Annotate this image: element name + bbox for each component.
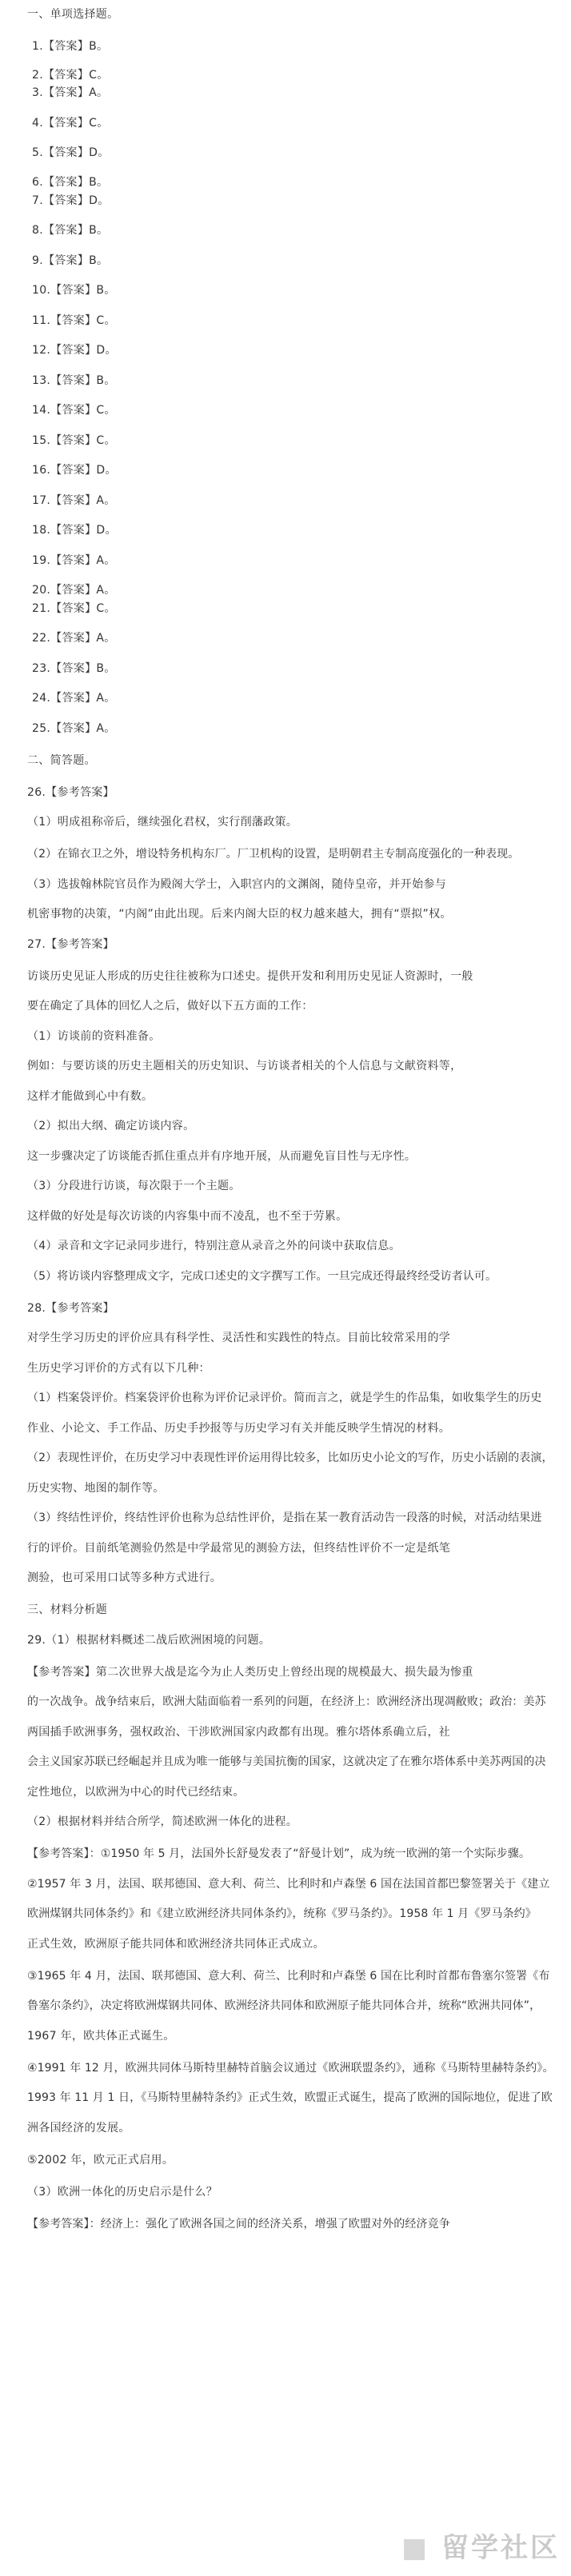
answer-item: 12.【答案】D。: [32, 344, 117, 357]
question-27-heading: 27.【参考答案】: [27, 938, 114, 951]
answer-item: 22.【答案】A。: [32, 632, 116, 645]
answer-item: 23.【答案】B。: [32, 662, 116, 675]
q29-subquestion-3: （3）欧洲一体化的历史启示是什么？: [27, 2186, 218, 2199]
q27-line: 要在确定了具体的回忆人之后，做好以下五方面的工作：: [27, 1000, 313, 1012]
answer-item: 13.【答案】B。: [32, 374, 116, 387]
q29-line: 1967 年，欧共体正式诞生。: [27, 2030, 175, 2043]
q29-line: ⑤2002 年，欧元正式启用。: [27, 2154, 174, 2167]
q29-line: 1993 年 11 月 1 日，《马斯特里赫特条约》正式生效，欧盟正式诞生，提高了欧洲的国际地位，促进了欧: [27, 2091, 553, 2104]
q26-point-1: （1）明成祖称帝后，继续强化君权，实行削藩政策。: [27, 816, 298, 829]
q29-line: 【参考答案】：经济上：强化了欧洲各国之间的经济关系，增强了欧盟对外的经济竞争: [27, 2218, 450, 2231]
q29-line: 正式生效，欧洲原子能共同体和欧洲经济共同体正式成立。: [27, 1938, 325, 1951]
q28-line: （2）表现性评价，在历史学习中表现性评价运用得比较多，比如历史小论文的写作，历史小话剧的表演，: [27, 1452, 553, 1464]
q27-line: 访谈历史见证人形成的历史往往被称为口述史。提供开发和利用历史见证人资源时，一般: [27, 970, 473, 983]
q29-line: 的一次战争。战争结束后，欧洲大陆面临着一系列的问题，在经济上：欧洲经济出现凋敝败；政治：美苏: [27, 1695, 546, 1708]
q29-line: 会主义国家苏联已经崛起并且成为唯一能够与美国抗衡的国家，这就决定了在雅尔塔体系中美苏两国的决: [27, 1755, 546, 1768]
q27-line: 这样才能做到心中有数。: [27, 1090, 154, 1103]
answer-item: 15.【答案】C。: [32, 434, 116, 447]
answer-item: 1.【答案】B。: [32, 40, 109, 53]
q29-line: 两国插手欧洲事务，强权政治、干涉欧洲国家内政都有出现。雅尔塔体系确立后，社: [27, 1726, 451, 1739]
q28-line: 行的评价。目前纸笔测验仍然是中学最常见的测验方法，但终结性评价不一定是纸笔: [27, 1542, 451, 1555]
answer-item: 14.【答案】C。: [32, 404, 116, 417]
q28-line: 对学生学习历史的评价应具有科学性、灵活性和实践性的特点。目前比较常采用的学: [27, 1332, 451, 1344]
q27-line: （1）访谈前的资料准备。: [27, 1030, 161, 1043]
answer-item: 10.【答案】B。: [32, 284, 116, 297]
answer-item: 21.【答案】C。: [32, 602, 116, 615]
section-title-single-choice: 一、单项选择题。: [27, 8, 119, 21]
answer-item: 19.【答案】A。: [32, 554, 116, 567]
q27-line: 这样做的好处是每次访谈的内容集中而不凌乱，也不至于劳累。: [27, 1210, 348, 1223]
q26-point-3: （3）选拔翰林院官员作为殿阁大学士，入职宫内的文渊阁，随侍皇帝，并开始参与: [27, 878, 447, 891]
q29-line: 定性地位，以欧洲为中心的时代已经结束。: [27, 1786, 245, 1799]
q29-line: 洲各国经济的发展。: [27, 2122, 130, 2135]
section-title-short-answer: 二、简答题。: [27, 754, 96, 767]
answer-item: 24.【答案】A。: [32, 692, 116, 705]
answer-item: 17.【答案】A。: [32, 494, 116, 507]
q28-line: 生历史学习评价的方式有以下几种：: [27, 1362, 210, 1375]
q29-line: 【参考答案】第二次世界大战是迄今为止人类历史上曾经出现的规模最大、损失最为惨重: [27, 1666, 473, 1679]
question-26-heading: 26.【参考答案】: [27, 786, 114, 799]
q27-line: （5）将访谈内容整理成文字，完成口述史的文字撰写工作。一旦完成还得最终经受访者认可。: [27, 1270, 497, 1283]
answer-item: 2.【答案】C。: [32, 69, 109, 82]
q28-line: （3）终结性评价，终结性评价也称为总结性评价，是指在某一教育活动告一段落的时候，对活动结果进: [27, 1512, 542, 1524]
q29-line: 欧洲煤钢共同体条约》和《建立欧洲经济共同体条约》，统称《罗马条约》。1958 年 1 月《罗马条约》: [27, 1907, 537, 1920]
answer-item: 9.【答案】B。: [32, 254, 109, 267]
question-29-heading: 29.（1）根据材料概述二战后欧洲困境的问题。: [27, 1634, 271, 1647]
q27-line: （4）录音和文字记录同步进行，特别注意从录音之外的问谈中获取信息。: [27, 1240, 401, 1252]
q29-subquestion-2: （2）根据材料并结合所学，简述欧洲一体化的进程。: [27, 1815, 298, 1828]
q26-point-3-cont: 机密事物的决策，“内阁”由此出现。后来内阁大臣的权力越来越大，拥有“票拟”权。: [27, 908, 452, 921]
answer-item: 16.【答案】D。: [32, 464, 117, 477]
section-title-material-analysis: 三、材料分析题: [27, 1604, 108, 1616]
site-watermark-logo: ■ 留学社区: [401, 2532, 560, 2564]
q27-line: 例如：与要访谈的历史主题相关的历史知识、与访谈者相关的个人信息与文献资料等，: [27, 1060, 462, 1072]
answer-item: 5.【答案】D。: [32, 146, 110, 159]
answer-item: 4.【答案】C。: [32, 117, 109, 130]
q29-line: ③1965 年 4 月，法国、联邦德国、意大利、荷兰、比利时和卢森堡 6 国在比利时首都布鲁塞尔签署《布: [27, 1970, 550, 1983]
answer-item: 11.【答案】C。: [32, 314, 116, 327]
answer-item: 18.【答案】D。: [32, 524, 117, 537]
q29-line: ④1991 年 12 月，欧洲共同体马斯特里赫特首脑会议通过《欧洲联盟条约》，通称《马斯特里赫特条约》。: [27, 2062, 554, 2075]
q29-line: 【参考答案】：①1950 年 5 月，法国外长舒曼发表了“舒曼计划”，成为统一欧洲的第一个实际步骤。: [27, 1847, 530, 1860]
q28-line: 测验，也可采用口试等多种方式进行。: [27, 1572, 222, 1584]
answer-item: 6.【答案】B。: [32, 176, 109, 189]
q29-line: 鲁塞尔条约》，决定将欧洲煤钢共同体、欧洲经济共同体和欧洲原子能共同体合并，统称“欧洲共同体”，: [27, 1999, 541, 2012]
q27-line: 这一步骤决定了访谈能否抓住重点并有序地开展，从而避免盲目性与无序性。: [27, 1150, 417, 1163]
answer-item: 3.【答案】A。: [32, 86, 109, 99]
answer-item: 8.【答案】B。: [32, 224, 109, 237]
answer-item: 25.【答案】A。: [32, 722, 116, 735]
question-28-heading: 28.【参考答案】: [27, 1302, 114, 1315]
q28-line: 作业、小论文、手工作品、历史手抄报等与历史学习有关并能反映学生情况的材料。: [27, 1422, 451, 1435]
q28-line: 历史实物、地图的制作等。: [27, 1482, 165, 1495]
answer-item: 7.【答案】D。: [32, 194, 110, 207]
q29-line: ②1957 年 3 月，法国、联邦德国、意大利、荷兰、比利时和卢森堡 6 国在法国首都巴黎签署关于《建立: [27, 1878, 550, 1891]
q27-line: （2）拟出大纲、确定访谈内容。: [27, 1120, 195, 1132]
answer-item: 20.【答案】A。: [32, 584, 116, 597]
q26-point-2: （2）在锦衣卫之外，增设特务机构东厂。厂卫机构的设置，是明朝君主专制高度强化的一种表现。: [27, 848, 520, 861]
q27-line: （3）分段进行访谈，每次限于一个主题。: [27, 1180, 241, 1192]
q28-line: （1）档案袋评价。档案袋评价也称为评价记录评价。简而言之，就是学生的作品集，如收集学生的历史: [27, 1392, 542, 1404]
